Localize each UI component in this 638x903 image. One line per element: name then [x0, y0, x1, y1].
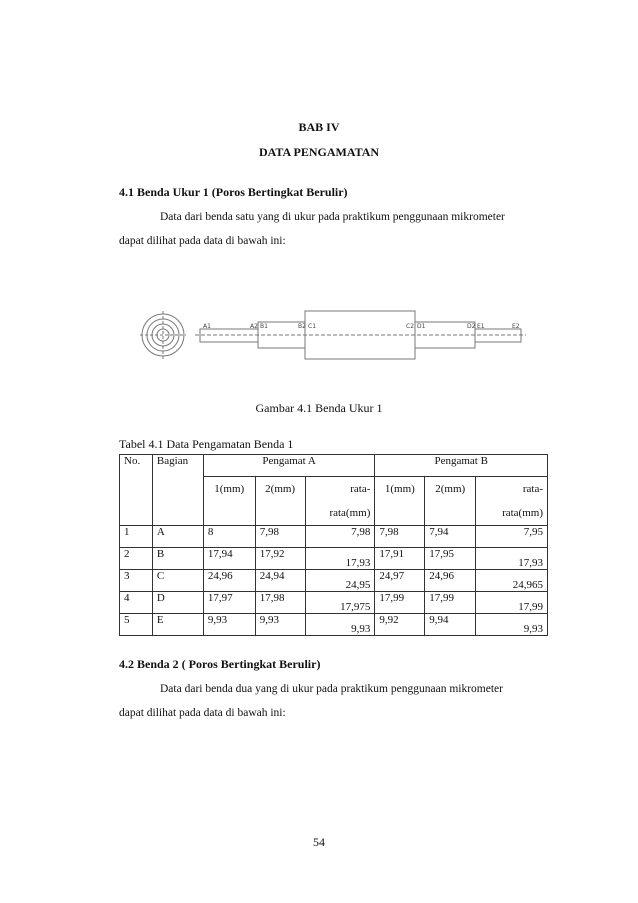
cell-a2: 7,98: [255, 526, 305, 548]
label-D1: D1: [417, 323, 426, 330]
avg-line-1: rata-: [522, 483, 543, 495]
page-number: 54: [313, 835, 325, 849]
subheader-a-avg: [305, 477, 375, 526]
cell-b-avg: 7,95: [476, 526, 548, 548]
section-2-paragraph-line-2: dapat dilihat pada data di bawah ini:: [119, 707, 286, 719]
cell-a-avg: 7,98: [305, 526, 375, 548]
cell-no: 2: [120, 548, 153, 570]
cell-b2: 17,95: [425, 548, 476, 570]
cell-bagian: C: [152, 570, 203, 592]
subheader-a-1mm: 1(mm): [203, 477, 255, 526]
table-row: [120, 548, 548, 570]
figure-caption: Gambar 4.1 Benda Ukur 1: [255, 401, 383, 415]
label-B2: B2: [298, 323, 306, 330]
label-D2: D2: [467, 323, 476, 330]
cell-a-avg: 9,93: [305, 614, 375, 636]
avg-line-2: rata(mm): [502, 507, 543, 519]
cell-b-avg: 17,99: [476, 592, 548, 614]
cell-a2: 17,98: [255, 592, 305, 614]
shaft-side-view: [195, 311, 526, 359]
table-row: [120, 526, 548, 548]
avg-line-1: rata-: [350, 483, 371, 495]
label-C2: C2: [406, 323, 415, 330]
subheader-b-2mm: 2(mm): [425, 477, 476, 526]
table-caption: Tabel 4.1 Data Pengamatan Benda 1: [119, 437, 294, 451]
cell-b1: 9,92: [375, 614, 425, 636]
cell-a-avg: 17,975: [305, 592, 375, 614]
header-pengamat-b: Pengamat B: [375, 455, 548, 477]
table-row: [120, 592, 548, 614]
cell-a1: 24,96: [203, 570, 255, 592]
label-C1: C1: [308, 323, 317, 330]
cell-b2: 24,96: [425, 570, 476, 592]
cell-a-avg: 24,95: [305, 570, 375, 592]
header-pengamat-a: Pengamat A: [203, 455, 375, 477]
section-2-paragraph-line-1: Data dari benda dua yang di ukur pada praktikum penggunaan mikrometer: [160, 683, 503, 695]
cell-b-avg: 17,93: [476, 548, 548, 570]
observation-table: [119, 454, 548, 636]
section-1-paragraph-line-2: dapat dilihat pada data di bawah ini:: [119, 235, 286, 247]
label-B1: B1: [260, 323, 268, 330]
cell-bagian: E: [152, 614, 203, 636]
cell-bagian: D: [152, 592, 203, 614]
cell-b2: 9,94: [425, 614, 476, 636]
section-1-heading: 4.1 Benda Ukur 1 (Poros Bertingkat Berulir): [119, 185, 348, 199]
shaft-drawing: [140, 305, 530, 365]
cell-a2: 17,92: [255, 548, 305, 570]
avg-line-2: rata(mm): [329, 507, 371, 519]
end-view: [140, 311, 186, 359]
cell-bagian: A: [152, 526, 203, 548]
label-E1: E1: [477, 323, 485, 330]
cell-a2: 24,94: [255, 570, 305, 592]
subheader-b-avg: [476, 477, 548, 526]
section-2-heading: 4.2 Benda 2 ( Poros Bertingkat Berulir): [119, 657, 321, 671]
subheader-a-2mm: 2(mm): [255, 477, 305, 526]
subheader-b-1mm: 1(mm): [375, 477, 425, 526]
cell-no: 3: [120, 570, 153, 592]
cell-b2: 17,99: [425, 592, 476, 614]
cell-b-avg: 24,965: [476, 570, 548, 592]
chapter-label: BAB IV: [298, 120, 340, 134]
cell-a2: 9,93: [255, 614, 305, 636]
table-row: [120, 614, 548, 636]
cell-b1: 17,99: [375, 592, 425, 614]
cell-a1: 17,94: [203, 548, 255, 570]
chapter-title: DATA PENGAMATAN: [258, 145, 380, 159]
cell-a-avg: 17,93: [305, 548, 375, 570]
table-row: [120, 570, 548, 592]
cell-a1: 17,97: [203, 592, 255, 614]
cell-bagian: B: [152, 548, 203, 570]
label-E2: E2: [512, 323, 520, 330]
table-header-row: [120, 455, 548, 477]
cell-b1: 24,97: [375, 570, 425, 592]
label-A1: A1: [203, 323, 211, 330]
cell-b-avg: 9,93: [476, 614, 548, 636]
cell-no: 1: [120, 526, 153, 548]
cell-a1: 9,93: [203, 614, 255, 636]
label-A2: A2: [250, 323, 258, 330]
section-1-paragraph-line-1: Data dari benda satu yang di ukur pada praktikum penggunaan mikrometer: [160, 211, 505, 223]
header-no: No.: [120, 455, 153, 526]
cell-no: 4: [120, 592, 153, 614]
cell-b1: 17,91: [375, 548, 425, 570]
cell-no: 5: [120, 614, 153, 636]
cell-b1: 7,98: [375, 526, 425, 548]
header-bagian: Bagian: [152, 455, 203, 526]
cell-b2: 7,94: [425, 526, 476, 548]
cell-a1: 8: [203, 526, 255, 548]
